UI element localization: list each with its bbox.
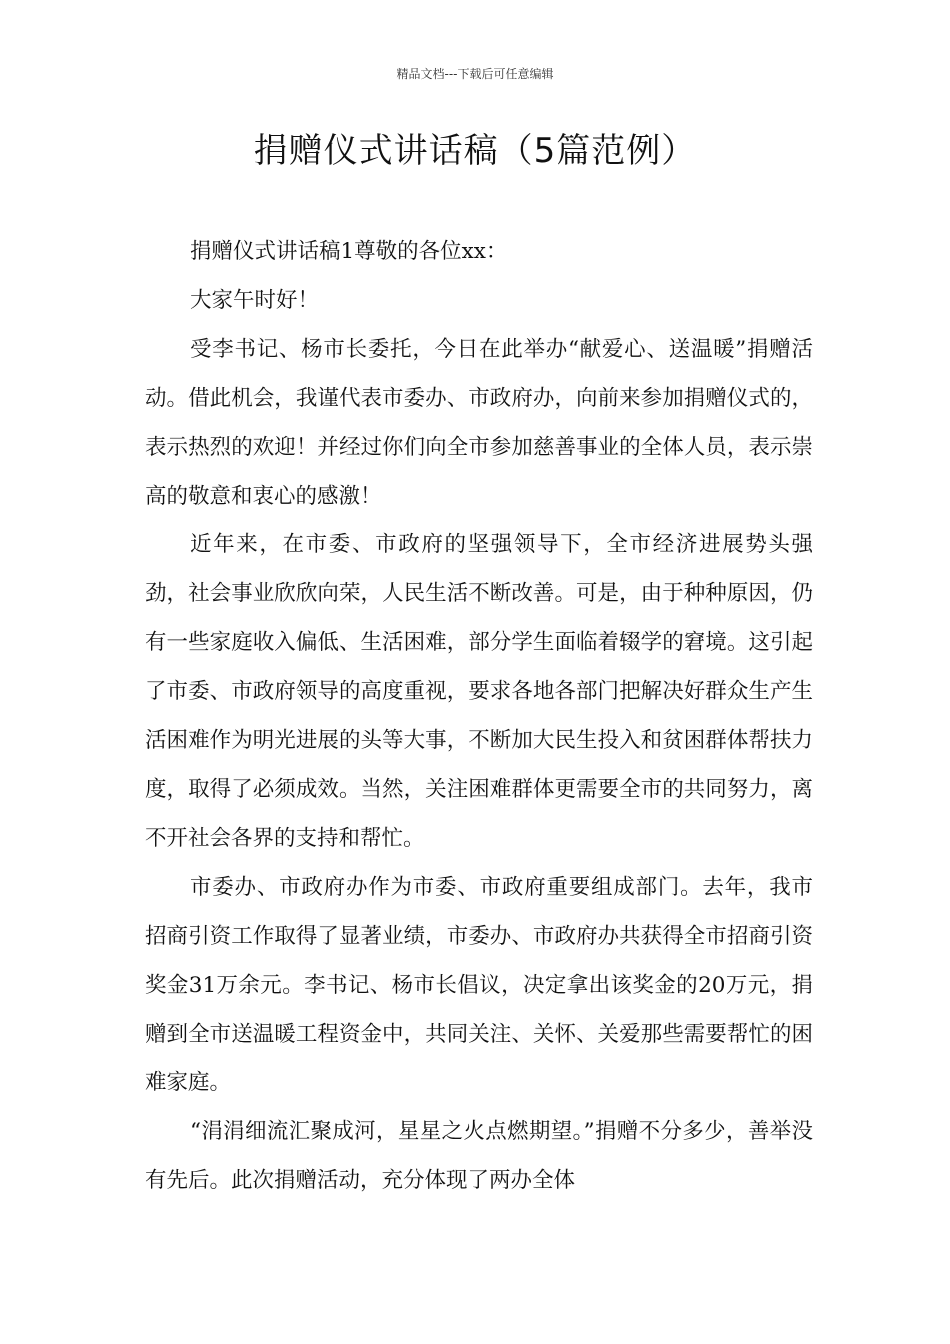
paragraph-background: 近年来，在市委、市政府的坚强领导下，全市经济进展势头强劲，社会事业欣欣向荣，人民生活不断改善。可是，由于种种原因，仍有一些家庭收入偏低、生活困难，部分学生面临着辍学的窘境。这引起了市委、市政府领导的高度重视，要求各地各部门把解决好群众生产生活困难作为明光进展的头等大事，不断加大民生投入和贫困群体帮扶力度，取得了必须成效。当然，关注困难群体更需要全市的共同努力，离不开社会各界的支持和帮忙。 xyxy=(145,532,813,851)
document-title: 捐赠仪式讲话稿（5篇范例） xyxy=(253,131,697,171)
paragraph-greeting: 大家午时好！ xyxy=(190,287,320,313)
header-note: 精品文档---下载后可任意编辑 xyxy=(396,67,554,81)
document-body xyxy=(145,228,813,1206)
paragraph-donation: 市委办、市政府办作为市委、市政府重要组成部门。去年，我市招商引资工作取得了显著业绩，市委办、市政府办共获得全市招商引资奖金31万余元。李书记、杨市长倡议，决定拿出该奖金的20万元，捐赠到全市送温暖工程资金中，共同关注、关怀、关爱那些需要帮忙的困难家庭。 xyxy=(145,874,813,1096)
paragraph-quote: “涓涓细流汇聚成河，星星之火点燃期望。”捐赠不分多少，善举没有先后。此次捐赠活动，充分体现了两办全体 xyxy=(145,1119,813,1194)
paragraph-salutation: 捐赠仪式讲话稿1尊敬的各位xx： xyxy=(190,239,508,264)
paragraph-welcome: 受李书记、杨市长委托，今日在此举办“献爱心、送温暖”捐赠活动。借此机会，我谨代表市委办、市政府办，向前来参加捐赠仪式的，表示热烈的欢迎！并经过你们向全市参加慈善事业的全体人员，表示崇高的敬意和衷心的感激！ xyxy=(145,336,813,509)
